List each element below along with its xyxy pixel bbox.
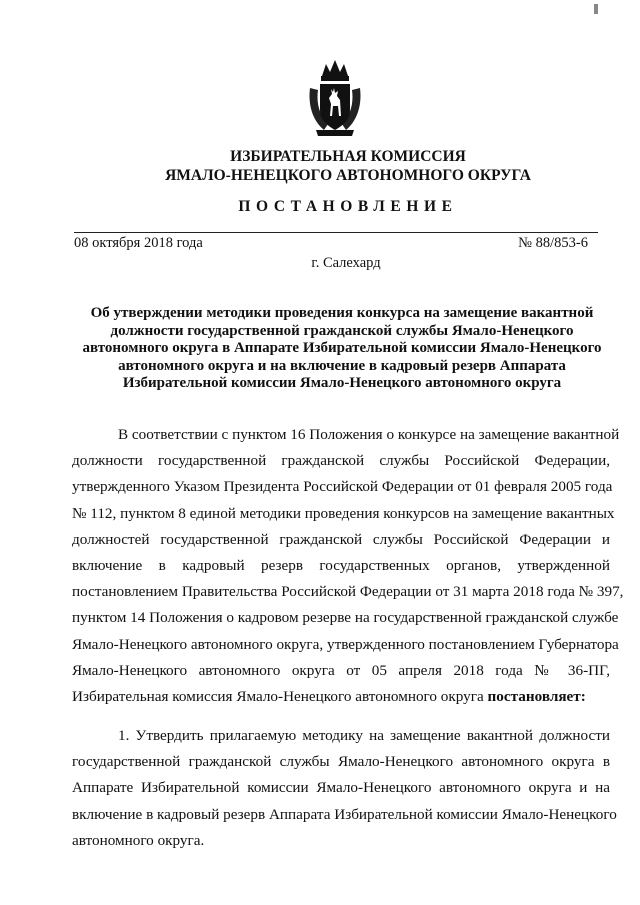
text-line: пунктом 14 Положения о кадровом резерве на государственной гражданской службе (72, 609, 619, 627)
text-line: постановлением Правительства Российской Федерации от 31 марта 2018 года № 397, (72, 583, 624, 601)
title-line: Избирательной комиссии Ямало-Ненецкого автономного округа (122, 375, 562, 392)
text-line: должности государственной гражданской службы Российской Федерации, (72, 452, 610, 470)
document-title (72, 305, 612, 393)
title-line: автономного округа в Аппарате Избирательной комиссии Ямало-Ненецкого (82, 340, 602, 357)
organization-name-line2: ЯМАЛО-НЕНЕЦКОГО АВТОНОМНОГО ОКРУГА (165, 167, 531, 184)
preamble-paragraph (72, 422, 624, 710)
text-line: Ямало-Ненецкого автономного округа, утвержденного постановлением Губернатора (72, 635, 619, 653)
header-divider (74, 232, 598, 233)
text-line: включение в кадровый резерв Аппарата Избирательной комиссии Ямало-Ненецкого (72, 805, 617, 823)
text-line: 1. Утвердить прилагаемую методику на замещение вакантной должности (118, 727, 610, 744)
document-date: 08 октября 2018 года (74, 235, 203, 251)
text-line: включение в кадровый резерв государственных органов, утвержденной (72, 556, 610, 574)
text-line (72, 684, 610, 710)
title-line: должности государственной гражданской службы Ямало-Ненецкого (110, 322, 574, 339)
document-number: № 88/853-6 (518, 235, 588, 251)
text-line: Ямало-Ненецкого автономного округа от 05 апреля 2018 года № 36-ПГ, (72, 661, 610, 679)
resolution-item-1 (72, 723, 617, 854)
text-line: государственной гражданской службы Ямало-Ненецкого автономного округа в (72, 753, 610, 771)
organization-name-line1: ИЗБИРАТЕЛЬНАЯ КОМИССИЯ (230, 148, 466, 165)
text-span: Избирательная комиссия Ямало-Ненецкого автономного округа (72, 687, 484, 705)
title-line: автономного округа и на включение в кадровый резерв Аппарата (118, 357, 566, 374)
coat-of-arms-icon (306, 58, 364, 138)
text-line: утвержденного Указом Президента Российской Федерации от 01 февраля 2005 года (72, 478, 613, 496)
title-line: Об утверждении методики проведения конкурса на замещение вакантной (90, 305, 594, 321)
scan-mark (594, 4, 598, 14)
text-line: должностей государственной гражданской службы Российской Федерации и (72, 530, 610, 548)
text-line: автономного округа. (72, 831, 205, 849)
text-line: Аппарате Избирательной комиссии Ямало-Ненецкого автономного округа и на (72, 779, 610, 797)
resolution-keyword: постановляет: (487, 687, 586, 705)
document-city: г. Салехард (311, 255, 381, 271)
text-line: В соответствии с пунктом 16 Положения о конкурсе на замещение вакантной (118, 426, 620, 443)
document-type-heading: ПОСТАНОВЛЕНИЕ (238, 198, 458, 215)
text-line: № 112, пунктом 8 единой методики проведения конкурсов на замещение вакантных (72, 504, 615, 522)
